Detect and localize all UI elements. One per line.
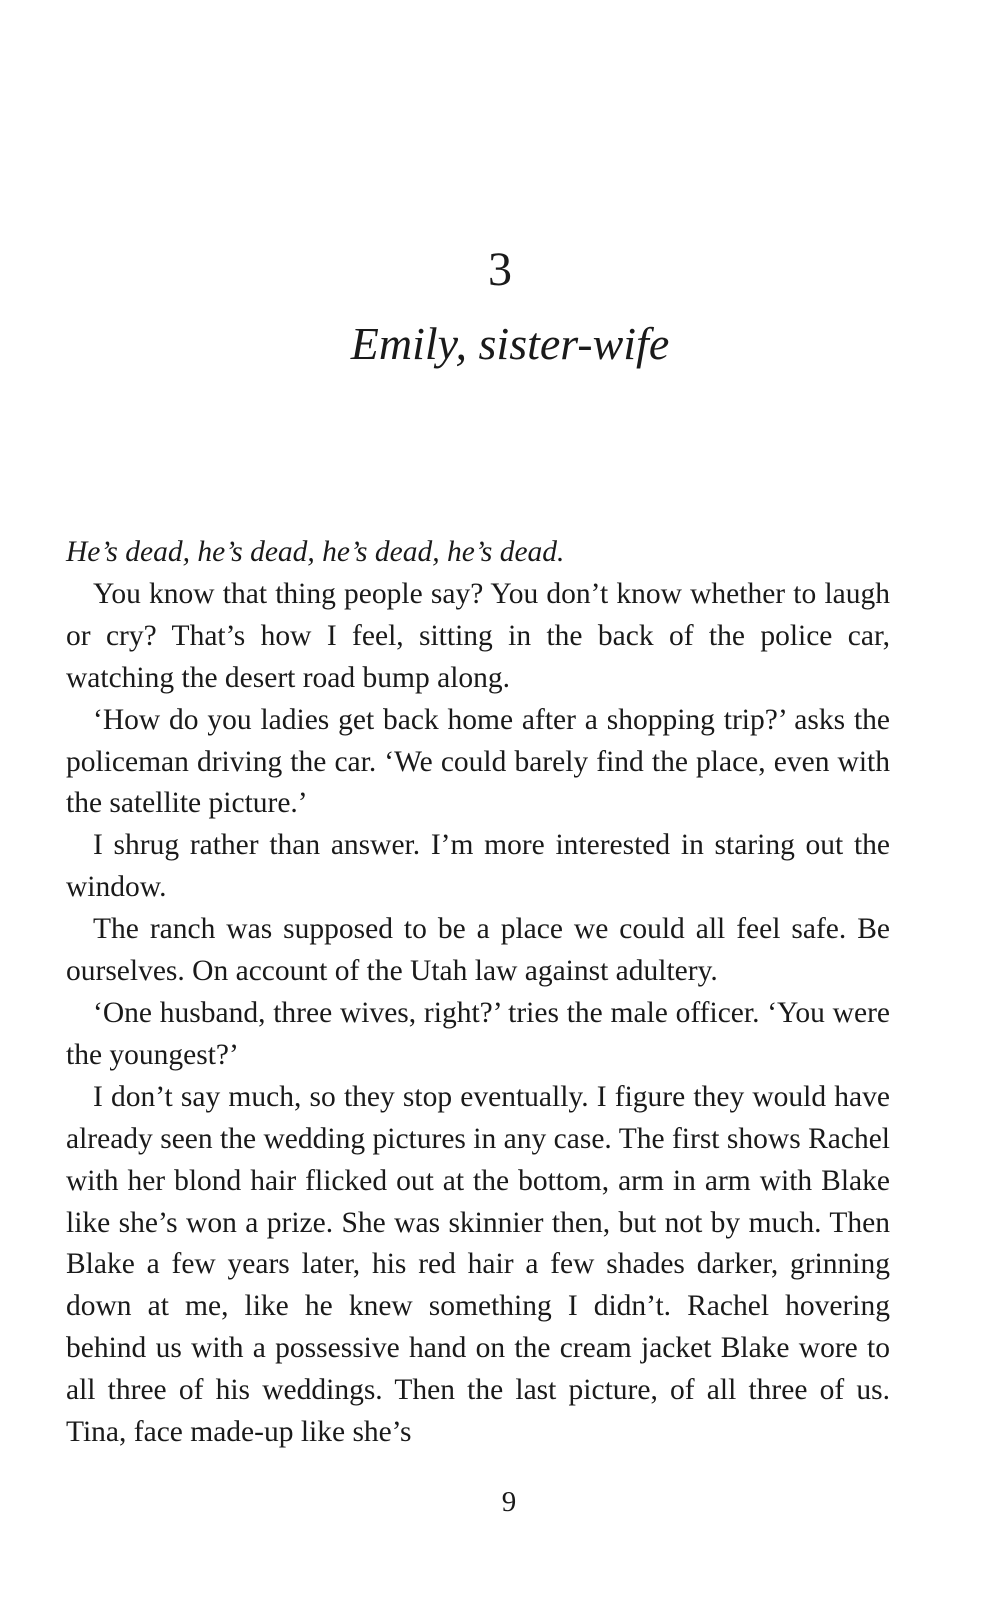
body-text: [66, 532, 890, 1454]
paragraph-4: I shrug rather than answer. I’m more interested in staring out the window.: [66, 829, 890, 904]
page-number: 9: [501, 1486, 517, 1518]
paragraph-6: ‘One husband, three wives, right?’ tries the male officer. ‘You were the youngest?’: [66, 996, 890, 1071]
paragraph-5: The ranch was supposed to be a place we could all feel safe. Be ourselves. On account of the Utah law against adultery.: [66, 913, 890, 988]
paragraph-3: ‘How do you ladies get back home after a shopping trip?’ asks the policeman driving the car. ‘We could barely find the place, even with the satellite picture.’: [66, 703, 890, 820]
chapter-number: 3: [488, 243, 512, 296]
paragraph-1: He’s dead, he’s dead, he’s dead, he’s dead.: [66, 536, 565, 568]
chapter-title: Emily, sister-wife: [350, 318, 670, 369]
paragraph-2: You know that thing people say? You don’t know whether to laugh or cry? That’s how I feel, sitting in the back of the police car, watching the desert road bump along.: [66, 577, 890, 694]
paragraph-7: I don’t say much, so they stop eventually. I figure they would have already seen the wedding pictures in any case. The first shows Rachel with her blond hair flicked out at the bottom, arm in arm with Blake like she’s won a prize. She was skinnier then, but not by much. Then Blake a few years later, his red hair a few shades darker, grinning down at me, like he knew something I didn’t. Rachel hovering behind us with a possessive hand on the cream jacket Blake wore to all three of his weddings. Then the last picture, of all three of us. Tina, face made-up like she’s: [66, 1080, 890, 1449]
